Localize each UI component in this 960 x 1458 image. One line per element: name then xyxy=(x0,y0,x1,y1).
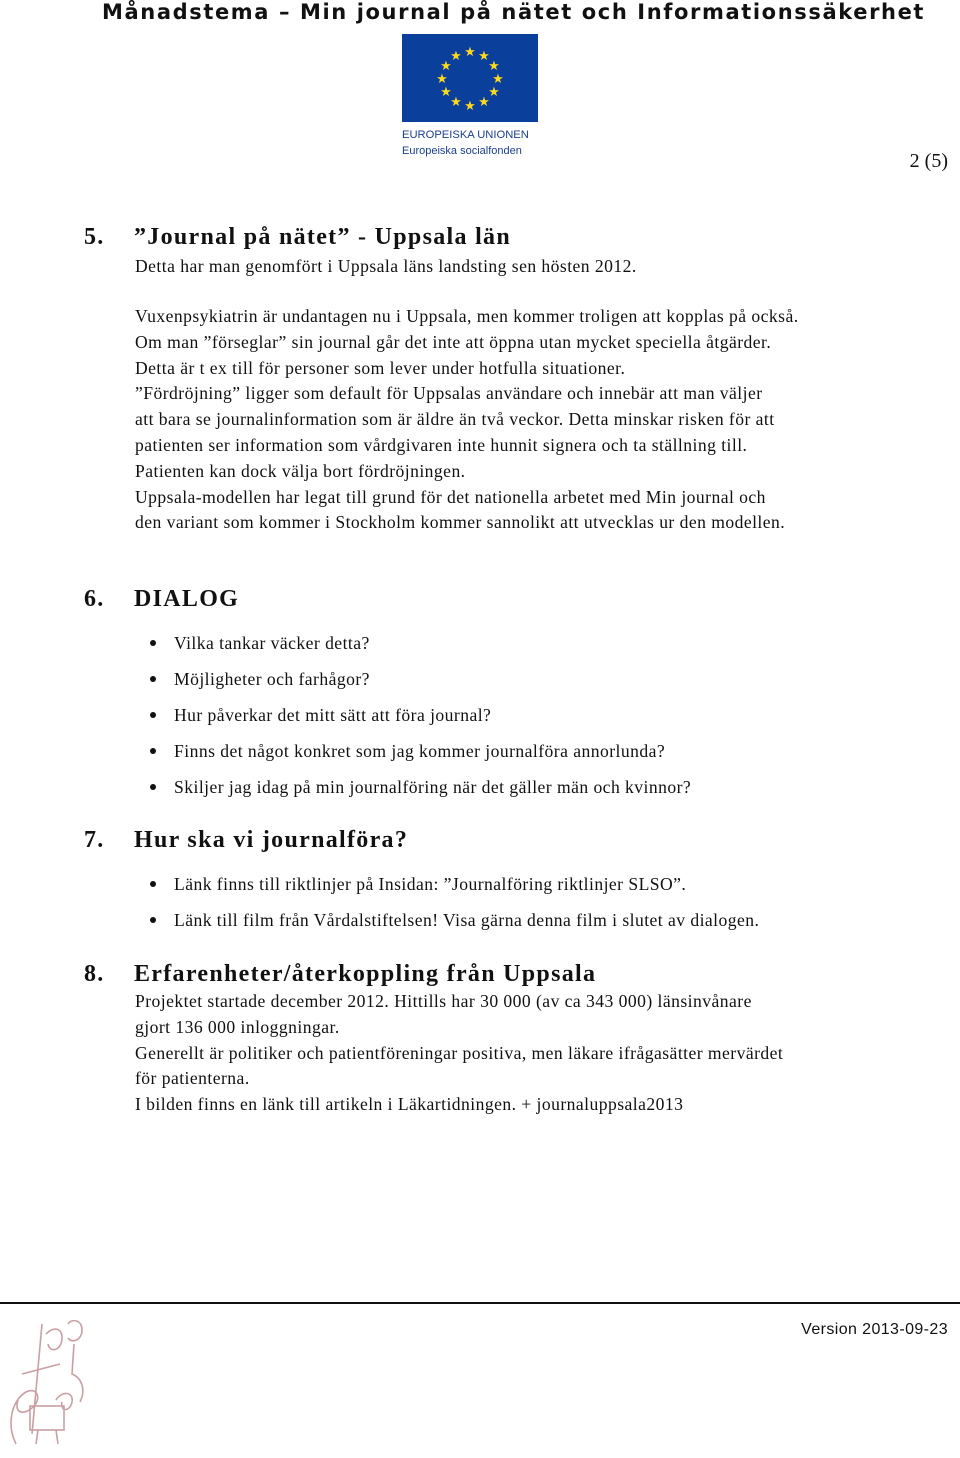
eu-logo-line2: Europeiska socialfonden xyxy=(402,145,522,157)
page-number: 2 (5) xyxy=(909,150,948,172)
paragraph-line: patienten ser information som vårdgivaren inte hunnit signera och ta ställning till. xyxy=(135,434,748,455)
version-label: Version 2013-09-23 xyxy=(801,1321,948,1338)
section-5-intro xyxy=(135,254,935,280)
svg-text:★: ★ xyxy=(436,72,448,87)
svg-text:★: ★ xyxy=(450,49,462,64)
section-8-heading xyxy=(84,961,596,988)
bullet-item: Möjligheter och farhågor? xyxy=(150,666,930,702)
paragraph-line: I bilden finns en länk till artikeln i Läkartidningen. + journaluppsala2013 xyxy=(135,1094,684,1115)
paragraph-line: Vuxenpsykiatrin är undantagen nu i Uppsala, men kommer troligen att kopplas på också. xyxy=(135,306,799,326)
section-8-body xyxy=(135,989,935,1118)
bullet-item: Vilka tankar väcker detta? xyxy=(150,630,930,666)
paragraph-line: den variant som kommer i Stockholm kommer sannolikt att utvecklas ur den modellen. xyxy=(135,512,786,533)
section-number: 5. xyxy=(84,224,105,250)
paragraph-line: för patienterna. xyxy=(135,1068,250,1089)
paragraph-line: Detta har man genomfört i Uppsala läns landsting sen hösten 2012. xyxy=(135,256,637,276)
section-6-bullet-list xyxy=(150,630,930,810)
section-7-bullet-list xyxy=(150,871,930,943)
paragraph-line: Projektet startade december 2012. Hittills har 30 000 (av ca 343 000) länsinvånare xyxy=(135,991,752,1011)
eu-logo xyxy=(398,34,543,159)
section-5-heading xyxy=(84,224,511,251)
section-7-heading xyxy=(84,827,408,854)
bullet-item: Skiljer jag idag på min journalföring när det gäller män och kvinnor? xyxy=(150,774,930,810)
eu-flag-icon xyxy=(398,34,543,159)
svg-text:★: ★ xyxy=(464,45,476,60)
paragraph-line: Uppsala-modellen har legat till grund för det nationella arbetet med Min journal och xyxy=(135,486,766,507)
section-title: ”Journal på nätet” - Uppsala län xyxy=(134,224,511,250)
bullet-item: Finns det något konkret som jag kommer journalföra annorlunda? xyxy=(150,738,930,774)
paragraph-line: Patienten kan dock välja bort fördröjningen. xyxy=(135,460,466,481)
ehalsa-logo xyxy=(2,1304,94,1454)
svg-text:★: ★ xyxy=(478,95,490,110)
section-number: 6. xyxy=(84,586,105,612)
bullet-item: Hur påverkar det mitt sätt att föra journal? xyxy=(150,702,930,738)
section-title: Hur ska vi journalföra? xyxy=(134,827,409,853)
paragraph-line: Om man ”förseglar” sin journal går det inte att öppna utan mycket speciella åtgärder. xyxy=(135,331,772,352)
footer-divider xyxy=(0,1302,960,1304)
svg-text:★: ★ xyxy=(492,72,504,87)
section-title: DIALOG xyxy=(134,586,240,612)
svg-text:★: ★ xyxy=(488,85,500,100)
section-5-body xyxy=(135,304,935,536)
eu-logo-line1: EUROPEISKA UNIONEN xyxy=(402,129,529,141)
section-title: Erfarenheter/återkoppling från Uppsala xyxy=(134,961,597,987)
section-number: 8. xyxy=(84,961,105,987)
svg-text:★: ★ xyxy=(478,49,490,64)
paragraph-line: ”Fördröjning” ligger som default för Uppsalas användare och innebär att man väljer xyxy=(135,383,763,404)
bullet-item-link-film: Länk till film från Vårdalstiftelsen! Visa gärna denna film i slutet av dialogen. xyxy=(150,907,930,943)
document-title: Månadstema – Min journal på nätet och Informationssäkerhet xyxy=(102,0,926,24)
bullet-item-link-guidelines: Länk finns till riktlinjer på Insidan: ”Journalföring riktlinjer SLSO”. xyxy=(150,871,930,907)
paragraph-line: att bara se journalinformation som är äldre än två veckor. Detta minskar risken för att xyxy=(135,409,775,430)
section-number: 7. xyxy=(84,827,105,853)
paragraph-line: gjort 136 000 inloggningar. xyxy=(135,1016,340,1037)
svg-text:★: ★ xyxy=(440,85,452,100)
paragraph-line: Detta är t ex till för personer som lever under hotfulla situationer. xyxy=(135,357,626,378)
svg-text:★: ★ xyxy=(450,95,462,110)
ehalsa-logo-icon xyxy=(2,1304,94,1454)
svg-text:★: ★ xyxy=(488,59,500,74)
section-6-heading xyxy=(84,586,239,613)
svg-text:★: ★ xyxy=(464,99,476,114)
svg-text:★: ★ xyxy=(440,59,452,74)
paragraph-line: Generellt är politiker och patientföreningar positiva, men läkare ifrågasätter mervärdet xyxy=(135,1042,784,1063)
